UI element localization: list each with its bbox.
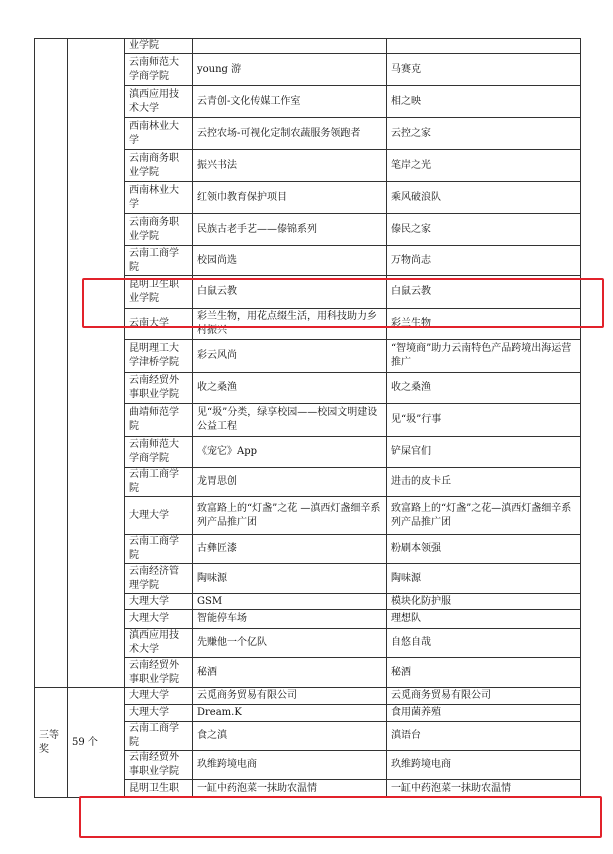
school-cell: 云南工商学院	[125, 722, 193, 751]
project-cell: 陶味源	[193, 564, 387, 594]
school-cell: 昆明卫生职	[125, 780, 193, 798]
project-cell: 校园尚选	[193, 246, 387, 276]
project-cell: Dream.K	[193, 705, 387, 722]
school-cell: 西南林业大学	[125, 118, 193, 150]
school-cell: 云南师范大学商学院	[125, 437, 193, 468]
team-cell: 一缸中药泡菜一抹助农温情	[387, 780, 581, 798]
school-cell: 大理大学	[125, 594, 193, 610]
team-cell: 云控之家	[387, 118, 581, 150]
school-cell: 云南工商学院	[125, 246, 193, 276]
team-cell: 笔岸之光	[387, 150, 581, 182]
team-cell: 粉刷本领强	[387, 535, 581, 564]
team-cell: 陶味源	[387, 564, 581, 594]
table-row	[35, 39, 581, 54]
school-cell: 大理大学	[125, 497, 193, 535]
school-cell: 昆明理工大学津桥学院	[125, 340, 193, 373]
school-cell: 云南大学	[125, 309, 193, 340]
school-cell: 云南工商学院	[125, 468, 193, 497]
team-cell: 滇语台	[387, 722, 581, 751]
project-cell: 白鼠云教	[193, 276, 387, 309]
project-cell: 云觅商务贸易有限公司	[193, 688, 387, 705]
school-cell: 云南经济管理学院	[125, 564, 193, 594]
project-cell: 玖维跨境电商	[193, 751, 387, 780]
team-cell	[387, 39, 581, 54]
team-cell: 傣民之家	[387, 214, 581, 246]
team-cell: 彩兰生物	[387, 309, 581, 340]
school-cell: 云南师范大学商学院	[125, 54, 193, 86]
project-cell: 彩兰生物，用花点缀生活，用科技助力乡村振兴	[193, 309, 387, 340]
team-cell: 模块化防护服	[387, 594, 581, 610]
project-cell: 红领巾教育保护项目	[193, 182, 387, 214]
project-cell	[193, 39, 387, 54]
school-cell: 云南经贸外事职业学院	[125, 658, 193, 688]
project-cell: young 游	[193, 54, 387, 86]
project-cell: 食之滇	[193, 722, 387, 751]
team-cell: 致富路上的“灯盏”之花—滇西灯盏细辛系列产品推广团	[387, 497, 581, 535]
team-cell: 万物尚志	[387, 246, 581, 276]
school-cell: 云南经贸外事职业学院	[125, 751, 193, 780]
school-cell: 云南商务职业学院	[125, 214, 193, 246]
project-cell: 云青创-文化传媒工作室	[193, 86, 387, 118]
team-cell: 收之桑渔	[387, 373, 581, 404]
project-cell: 收之桑渔	[193, 373, 387, 404]
school-cell: 业学院	[125, 39, 193, 54]
award-level-cell: 三等奖	[35, 688, 68, 798]
project-cell: 民族古老手艺——傣锦系列	[193, 214, 387, 246]
project-cell: 龙胃思创	[193, 468, 387, 497]
team-cell: 理想队	[387, 610, 581, 629]
school-cell: 西南林业大学	[125, 182, 193, 214]
project-cell: 《宠它》App	[193, 437, 387, 468]
team-cell: 铲屎官们	[387, 437, 581, 468]
team-cell: 白鼠云教	[387, 276, 581, 309]
award-count-cell: 59 个	[68, 688, 125, 798]
school-cell: 云南经贸外事职业学院	[125, 373, 193, 404]
team-cell: 玖维跨境电商	[387, 751, 581, 780]
school-cell: 曲靖师范学院	[125, 404, 193, 437]
awards-table	[34, 38, 581, 798]
school-cell: 昆明卫生职业学院	[125, 276, 193, 309]
project-cell: 秘酒	[193, 658, 387, 688]
project-cell: 彩云风尚	[193, 340, 387, 373]
table-row	[35, 688, 581, 705]
project-cell: GSM	[193, 594, 387, 610]
school-cell: 大理大学	[125, 610, 193, 629]
team-cell: 见“圾”行事	[387, 404, 581, 437]
project-cell: 见“圾”分类，绿享校园——校园文明建设公益工程	[193, 404, 387, 437]
team-cell: 乘风破浪队	[387, 182, 581, 214]
team-cell: 相之映	[387, 86, 581, 118]
highlight-box-2	[79, 796, 602, 838]
project-cell: 先赚他一个亿队	[193, 629, 387, 658]
project-cell: 智能停车场	[193, 610, 387, 629]
project-cell: 云控农场-可视化定制农蔬服务领跑者	[193, 118, 387, 150]
school-cell: 滇西应用技术大学	[125, 629, 193, 658]
project-cell: 一缸中药泡菜一抹助农温情	[193, 780, 387, 798]
school-cell: 大理大学	[125, 705, 193, 722]
team-cell: “智境商”助力云南特色产品跨境出海运营推广	[387, 340, 581, 373]
school-cell: 大理大学	[125, 688, 193, 705]
award-level-cell-prev	[35, 39, 68, 688]
team-cell: 进击的皮卡丘	[387, 468, 581, 497]
school-cell: 滇西应用技术大学	[125, 86, 193, 118]
team-cell: 马赛克	[387, 54, 581, 86]
team-cell: 秘酒	[387, 658, 581, 688]
project-cell: 古彝匠漆	[193, 535, 387, 564]
school-cell: 云南商务职业学院	[125, 150, 193, 182]
project-cell: 振兴书法	[193, 150, 387, 182]
award-count-cell-prev	[68, 39, 125, 688]
school-cell: 云南工商学院	[125, 535, 193, 564]
team-cell: 云觅商务贸易有限公司	[387, 688, 581, 705]
team-cell: 食用菌养殖	[387, 705, 581, 722]
team-cell: 自悠自哉	[387, 629, 581, 658]
project-cell: 致富路上的“灯盏”之花 —滇西灯盏细辛系列产品推广团	[193, 497, 387, 535]
